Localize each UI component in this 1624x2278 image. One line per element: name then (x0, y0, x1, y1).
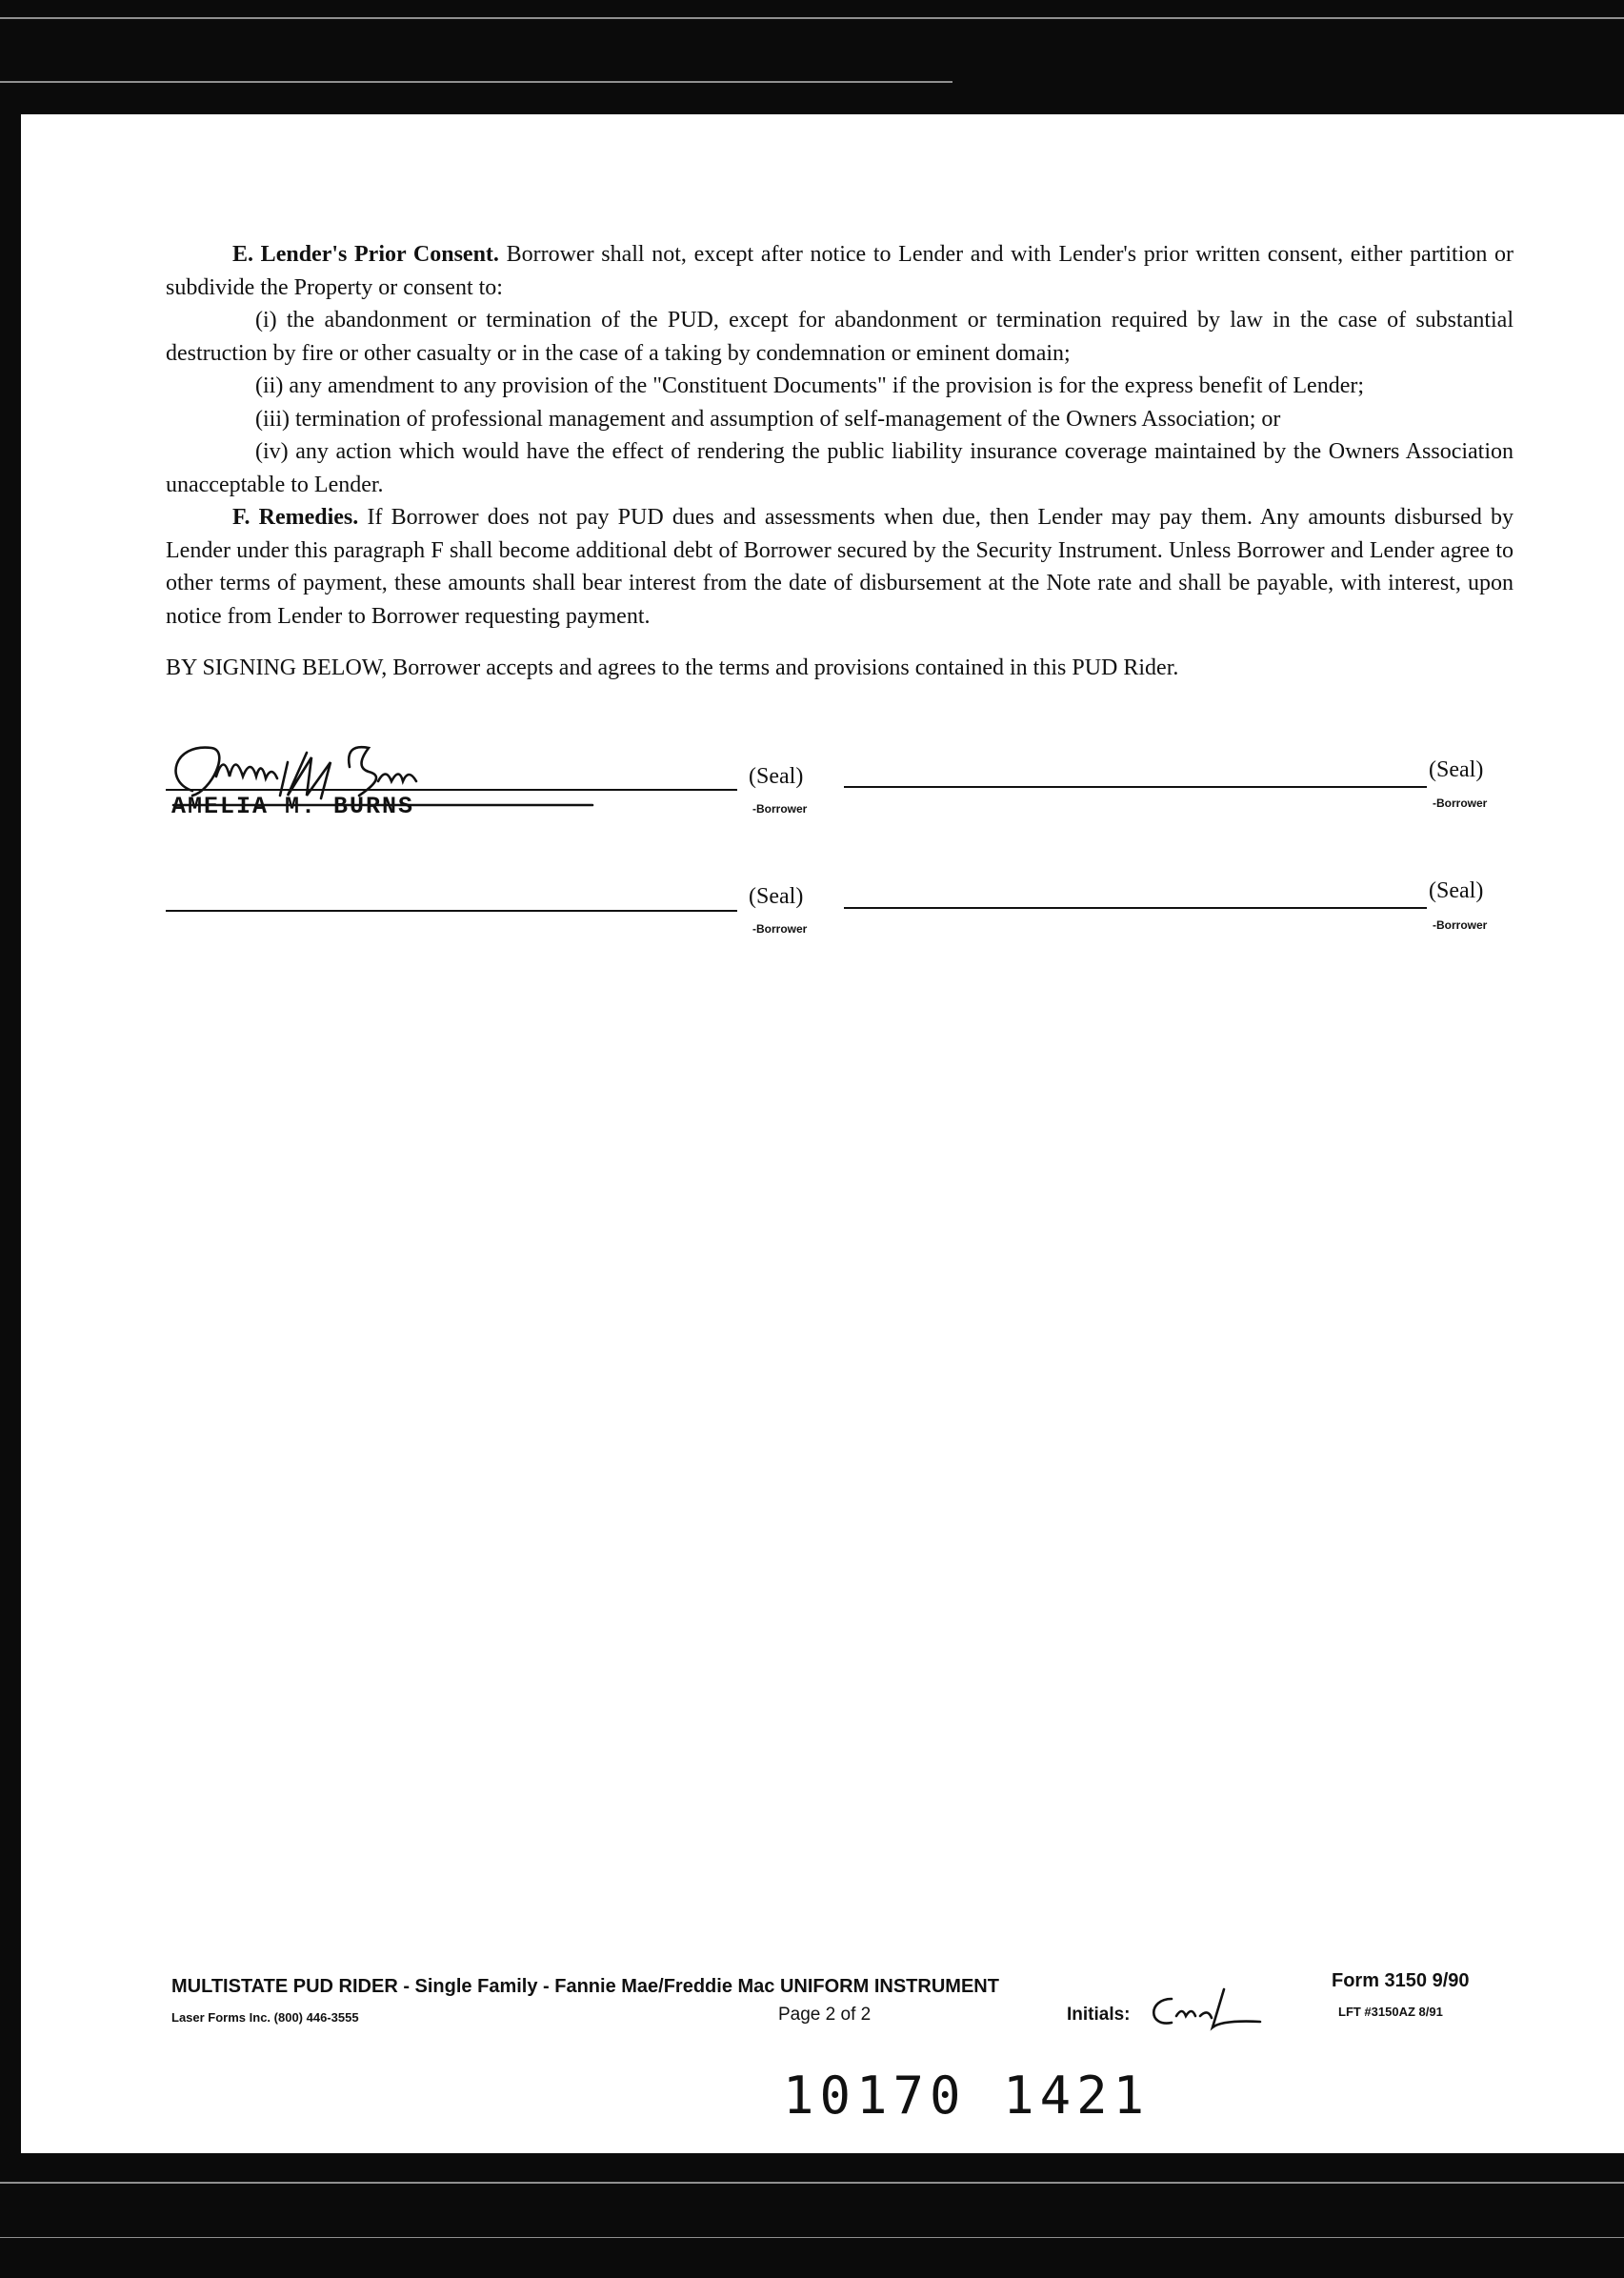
form-publisher: Laser Forms Inc. (800) 446-3555 (171, 2010, 359, 2025)
handwritten-initials (1143, 1980, 1286, 2037)
section-f-text: If Borrower does not pay PUD dues and assessments when due, then Lender may pay them. Any amounts disbursed by Lender under this paragraph F shall become additional debt of Borrower secured by the Security Instrument. Unless Borrower and Lender agree to other terms of payment, these amounts shall bear interest from the date of disbursement at the Note rate and shall be payable, with interest, upon notice from Lender to Borrower requesting payment. (166, 505, 1514, 629)
signature-line (844, 907, 1427, 909)
document-page (21, 114, 1624, 2153)
page-number: Page 2 of 2 (778, 2005, 872, 2025)
scan-border-line (0, 2182, 1624, 2184)
section-e-item: (iv) any action which would have the effect of rendering the public liability insurance coverage maintained by the Owners Association unacceptable to Lender. (166, 439, 1514, 497)
scan-border-line (0, 17, 1624, 19)
section-e-item: (i) the abandonment or termination of the PUD, except for abandonment or termination required by law in the case of substantial destruction by fire or other casualty or in the case of a taking by condemnation or eminent domain; (166, 308, 1514, 366)
recording-number: 10170 1421 (783, 2066, 1151, 2126)
borrower-role-label: -Borrower (752, 922, 808, 936)
form-title: MULTISTATE PUD RIDER - Single Family - Fannie Mae/Freddie Mac UNIFORM INSTRUMENT (171, 1976, 999, 1997)
seal-label: (Seal) (749, 764, 804, 789)
section-f-paragraph (166, 501, 1514, 633)
printed-borrower-name: AMELIA M. BURNS (171, 793, 415, 820)
borrower-role-label: -Borrower (1433, 918, 1488, 932)
section-e-item: (iii) termination of professional management and assumption of self-management of the Owners Association; or (255, 406, 1281, 432)
borrower-role-label: -Borrower (1433, 796, 1488, 810)
seal-label: (Seal) (749, 884, 804, 909)
signature-line (166, 789, 737, 791)
section-e-intro: Borrower shall not, except after notice to Lender and with Lender's prior written consent, either partition or subdivide the Property or consent to: (166, 242, 1514, 300)
signature-line (166, 910, 737, 912)
initials-label: Initials: (1067, 2005, 1131, 2025)
seal-label: (Seal) (1429, 757, 1484, 782)
borrower-role-label: -Borrower (752, 802, 808, 816)
seal-label: (Seal) (1429, 878, 1484, 903)
section-e-paragraph (166, 238, 1514, 304)
lft-number: LFT #3150AZ 8/91 (1338, 2005, 1443, 2019)
section-f-heading: F. Remedies. (232, 505, 359, 530)
scan-border-line (0, 2237, 1624, 2238)
section-e-item: (ii) any amendment to any provision of the "Constituent Documents" if the provision is for the express benefit of Lender; (255, 373, 1364, 398)
form-number: Form 3150 9/90 (1332, 1970, 1470, 1991)
signing-statement: BY SIGNING BELOW, Borrower accepts and agrees to the terms and provisions contained in this PUD Rider. (166, 655, 1179, 680)
scan-border-line (0, 81, 952, 83)
signature-line (844, 786, 1427, 788)
document-body (166, 238, 1514, 685)
section-e-heading: E. Lender's Prior Consent. (232, 242, 499, 267)
